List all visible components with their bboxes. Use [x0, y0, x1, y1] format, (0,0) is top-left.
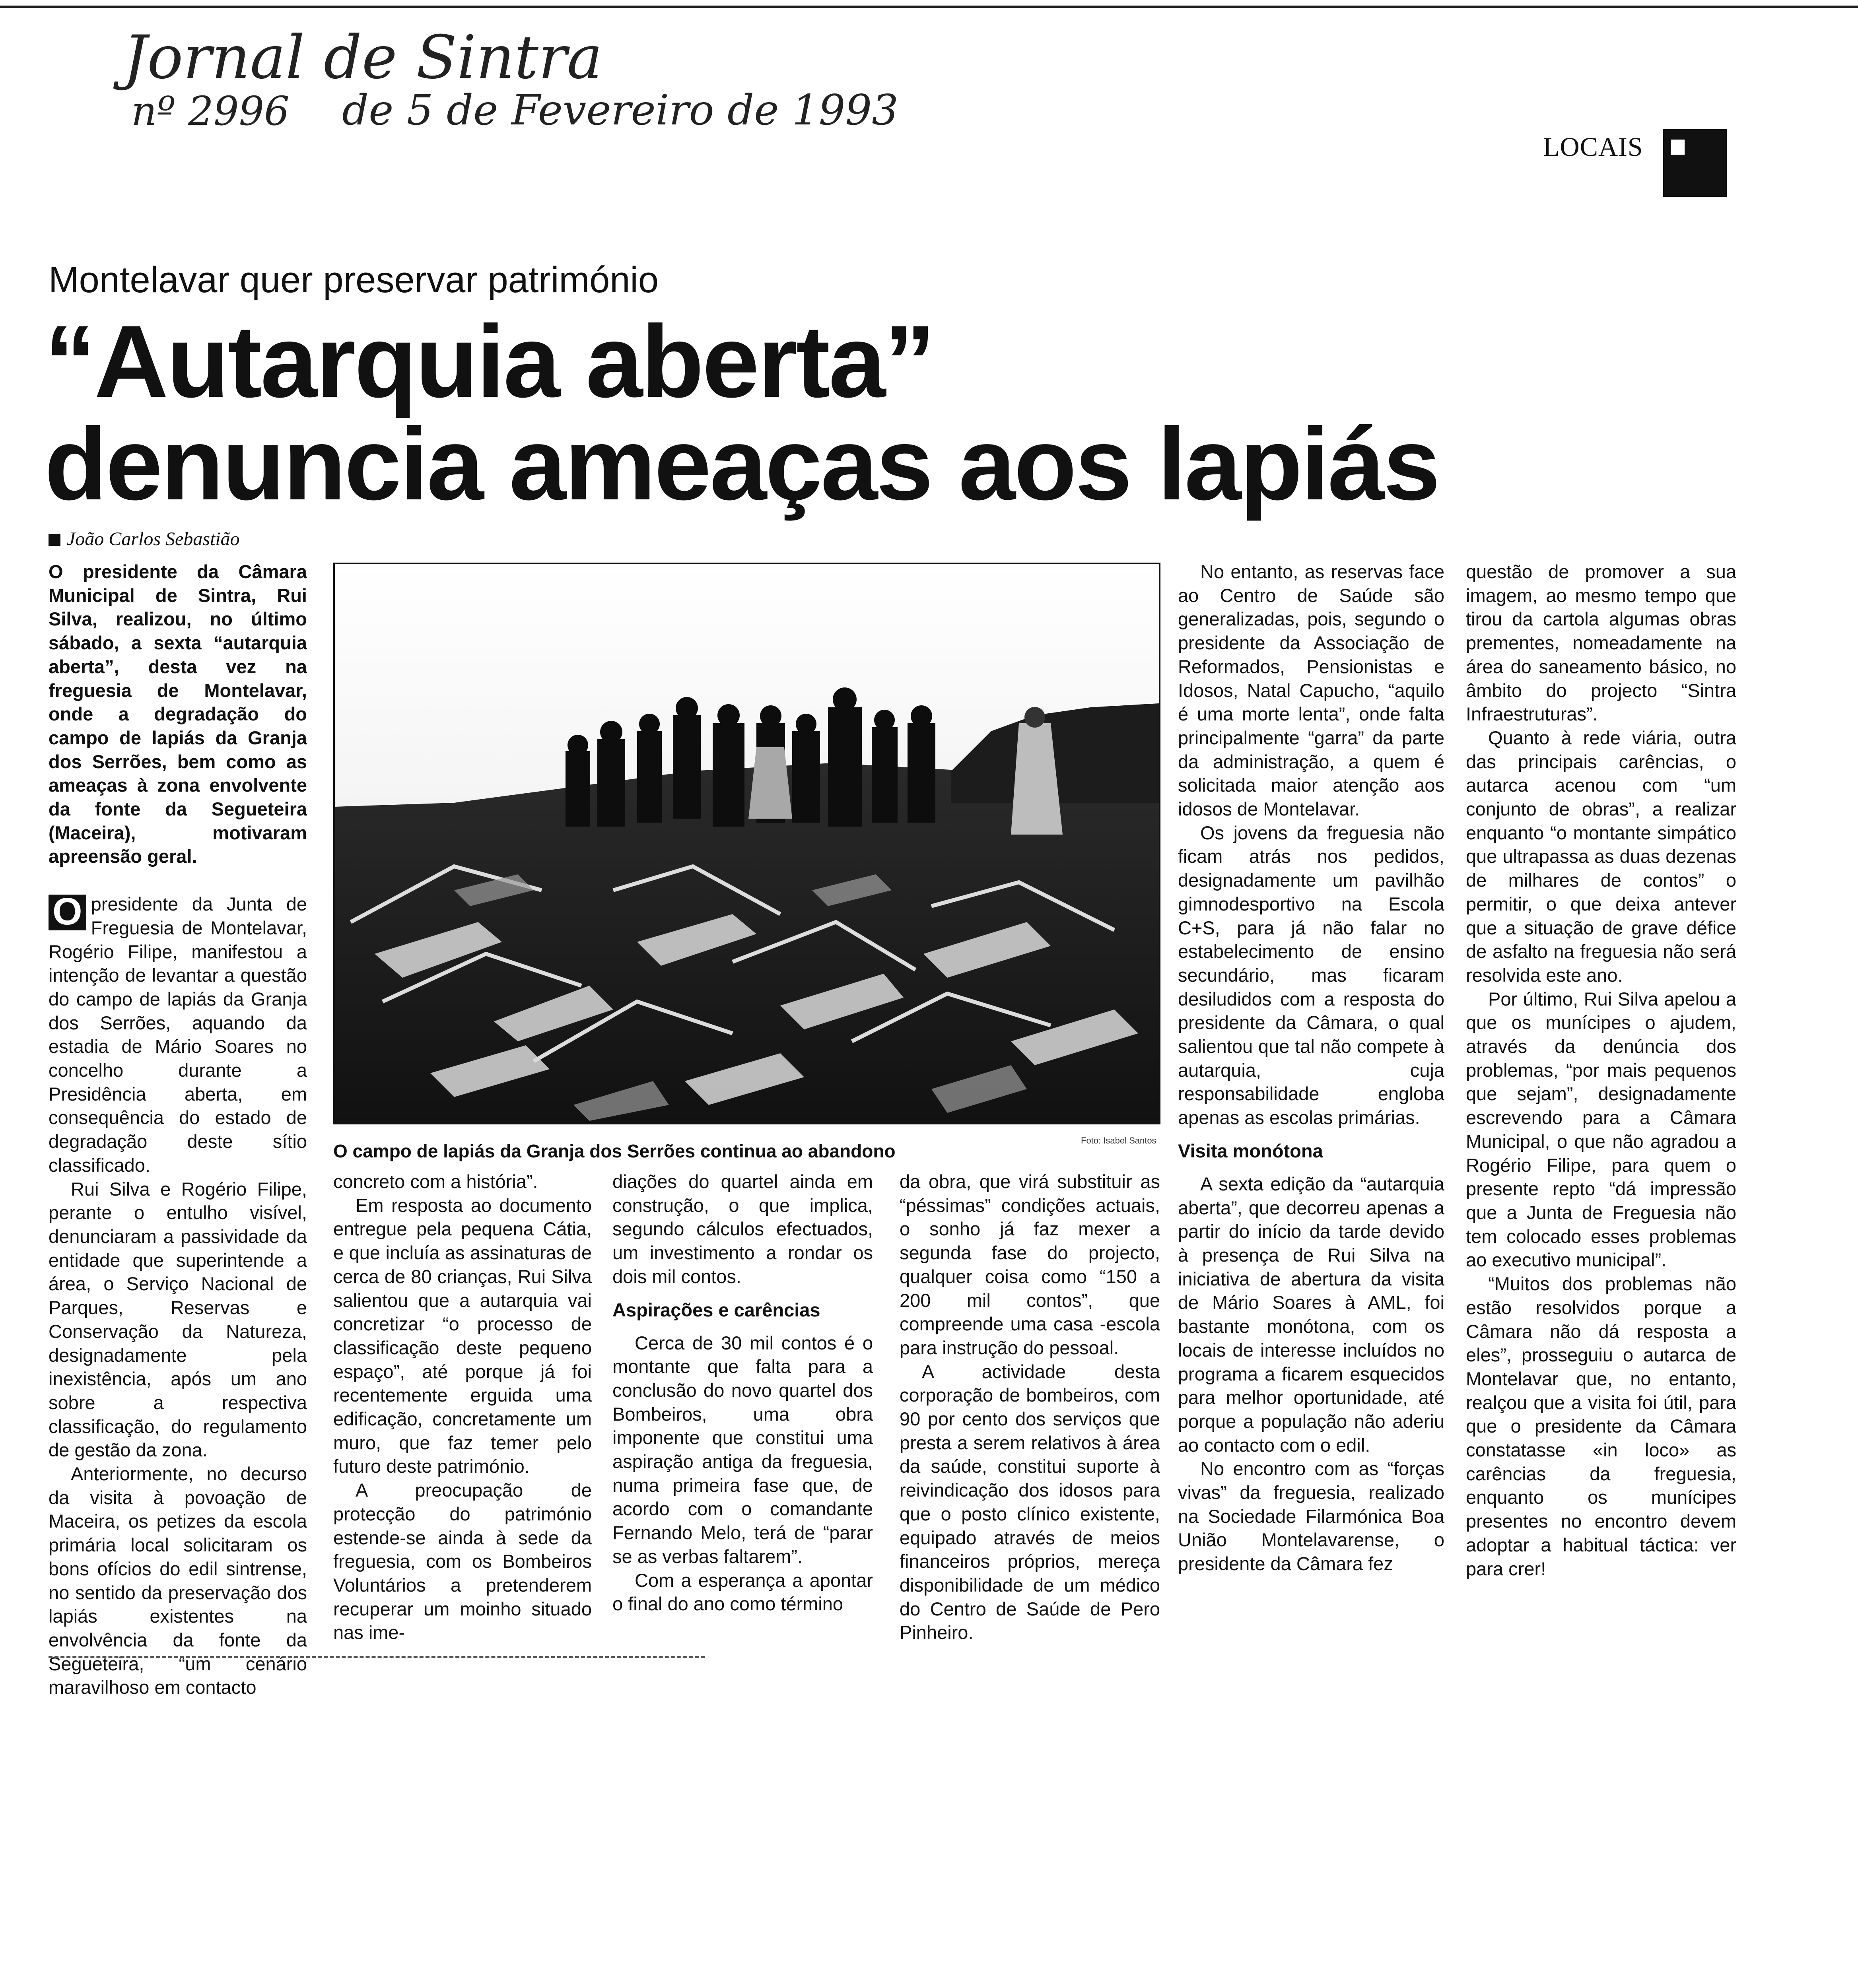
column-5-paragraph-3: A sexta edição da “autarquia aberta”, que decorreu apenas a partir do início da tarde devido à presença de Rui Silva na iniciativa de abertura da visita de Mário Soares à AML, foi bastante monótona, com os locais de interesse incluídos no programa a ficarem esquecidos para melhor oportunidade, até porque a população não aderiu ao contacto com o edil.	[1178, 1173, 1444, 1456]
column-6-paragraph-2: Quanto à rede viária, outra das principais carências, o autarca acenou com “um conjunto de obras”, a realizar enquanto “o montante simpático que ultrapassa as duas dezenas de milhares de contos” o permitir, o que deixa antever que a situação de grave défice de asfalto na freguesia não será resolvida este ano.	[1466, 727, 1736, 986]
column-3-paragraph-1: diações do quartel ainda em construção, o que implica, segundo cálculos efectuados, um investimento a rondar os dois mil contos.	[612, 1171, 873, 1287]
column-3	[612, 1170, 873, 1616]
column-6-paragraph-3: Por último, Rui Silva apelou a que os munícipes o ajudem, através da denúncia dos problemas, “por mais pequenos que sejam”, designadamente escrevendo para a Câmara Municipal, o que não agradou a Rogério Filipe, para quem o presente repto “dá impressão que a Junta de Freguesia não tem colocado esses problemas ao executivo municipal”.	[1466, 988, 1736, 1271]
kicker: Montelavar quer preservar património	[49, 260, 659, 300]
column-1-paragraph-2: Rui Silva e Rogério Filipe, perante o entulho visível, denunciaram a passividade da entidade que superintende a área, o Serviço Nacional de Parques, Reservas e Conservação da Natureza, designadamente pela inexistência, após um ano sobre a respectiva classificação, do regulamento de gestão da zona.	[49, 1178, 307, 1461]
photo-caption: O campo de lapiás da Granja dos Serrões continua ao abandono	[333, 1141, 896, 1161]
headline	[45, 304, 1439, 521]
column-3-paragraph-3: Com a esperança a apontar o final do ano como término	[612, 1569, 873, 1615]
column-3-paragraph-2: Cerca de 30 mil contos é o montante que falta para a conclusão do novo quartel dos Bombeiros, uma obra imponente que constitui uma aspiração antiga da freguesia, numa primeira fase que, de acordo com o comandante Fernando Melo, terá de “parar se as verbas faltarem”.	[612, 1332, 873, 1567]
column-2-paragraph-1: concreto com a história”.	[333, 1171, 538, 1192]
byline	[49, 528, 240, 550]
column-2	[333, 1170, 592, 1644]
photo-credit: Foto: Isabel Santos	[1081, 1136, 1156, 1145]
drop-cap: O	[49, 895, 86, 930]
column-5-paragraph-1: No entanto, as reservas face ao Centro de Saúde são generalizadas, pois, segundo o presidente da Associação de Reformados, Pensionistas e Idosos, Natal Capucho, “aquilo é uma morte lenta”, onde falta principalmente “garra” da parte da administração, a quem é solicitada maior atenção aos idosos de Montelavar.	[1178, 561, 1444, 820]
headline-line-1: “Autarquia aberta”	[45, 304, 934, 419]
lead-paragraph: O presidente da Câmara Municipal de Sintra, Rui Silva, realizou, no último sábado, a sexta “autarquia aberta”, desta vez na freguesia de Montelavar, onde a degradação do campo de lapiás da Granja dos Serrões, bem como as ameaças à zona envolvente da fonte da Segueteira (Maceira), motivaram apreensão geral.	[49, 561, 307, 867]
section-label: LOCAIS	[1543, 132, 1643, 162]
handwritten-issue-number: nº 2996	[131, 88, 290, 134]
bottom-dashed-rule	[49, 1656, 705, 1658]
byline-author: João Carlos Sebastião	[67, 528, 240, 549]
news-photo	[333, 563, 1160, 1124]
column-4	[900, 1170, 1160, 1644]
news-photo-image	[335, 564, 1159, 1123]
column-1-paragraph-1	[49, 892, 307, 1177]
section-square-icon	[1663, 129, 1727, 197]
subheading-visita-monotona: Visita monótona	[1178, 1140, 1323, 1161]
handwritten-date: de 5 de Fevereiro de 1993	[342, 86, 898, 134]
column-2-paragraph-3: A preocupação de protecção do património estende-se ainda à sede da freguesia, com os Bombeiros Voluntários a pretenderem recuperar um moinho situado nas ime-	[333, 1479, 592, 1643]
column-5-paragraph-4: No encontro com as “forças vivas” da freguesia, realizado na Sociedade Filarmónica Boa União Montelavarense, o presidente da Câmara fez	[1178, 1458, 1444, 1574]
column-6	[1466, 560, 1736, 1580]
top-rule	[0, 6, 1858, 8]
subheading-aspiracoes: Aspirações e carências	[612, 1299, 820, 1320]
column-6-paragraph-1: questão de promover a sua imagem, ao mesmo tempo que tirou da cartola algumas obras prementes, nomeadamente na área do saneamento básico, no âmbito do projecto “Sintra Infraestruturas”.	[1466, 561, 1736, 725]
column-1	[49, 560, 307, 1699]
column-4-paragraph-1: da obra, que virá substituir as “péssimas” condições actuais, o sonho já faz mexer a segunda fase do projecto, qualquer coisa como “150 a 200 mil contos”, que compreende uma casa -escola para instrução do pessoal.	[900, 1171, 1160, 1358]
byline-square-icon	[49, 534, 60, 546]
column-5-paragraph-2: Os jovens da freguesia não ficam atrás nos pedidos, designadamente um pavilhão gimnodesportivo na Escola C+S, para já não falar no estabelecimento de ensino secundário, mas ficaram desiludidos com a resposta do presidente da Câmara, o qual salientou que tal não compete à autarquia, cuja responsabilidade engloba apenas as escolas primárias.	[1178, 822, 1444, 1128]
column-1-paragraph-3: Anteriormente, no decurso da visita à povoação de Maceira, os petizes da escola primária local solicitaram os bons ofícios do edil sintrense, no sentido da preservação dos lapiás existentes na envolvência da fonte da Segueteira, “um cenário maravilhoso em contacto	[49, 1463, 307, 1698]
column-6-paragraph-4: “Muitos dos problemas não estão resolvidos porque a Câmara não dá resposta a eles”, prosseguiu o autarca de Montelavar que, no entanto, realçou que a visita foi útil, para que o presidente da Câmara constatasse «in loco» as carências da freguesia, enquanto os munícipes presentes no encontro devem adoptar a habitual táctica: ver para crer!	[1466, 1273, 1736, 1579]
column-5	[1178, 560, 1444, 1576]
handwritten-journal-name: Jornal de Sintra	[123, 23, 603, 92]
column-1-paragraph-1-text: presidente da Junta de Freguesia de Montelavar, Rogério Filipe, manifestou a intenção de levantar a questão do campo de lapiás da Granja dos Serrões, aquando da estadia de Mário Soares no concelho durante a Presidência aberta, em consequência do estado de degradação deste sítio classificado.	[49, 893, 307, 1176]
column-2-paragraph-2: Em resposta ao documento entregue pela pequena Cátia, e que incluía as assinaturas de cerca de 80 crianças, Rui Silva salientou que a autarquia vai concretizar “o processo de classificação deste pequeno espaço”, até porque já foi recentemente erguida uma edificação, concretamente um muro, que faz temer pelo futuro deste património.	[333, 1194, 592, 1477]
headline-line-2: denuncia ameaças aos lapiás	[45, 406, 1439, 521]
column-4-paragraph-2: A actividade desta corporação de bombeiros, com 90 por cento dos serviços que presta a serem relativos à área da saúde, constitui suporte à reivindicação dos idosos para que o posto clínico existente, equipado através de meios financeiros próprios, mereça disponibilidade de um médico do Centro de Saúde de Pero Pinheiro.	[900, 1361, 1160, 1643]
